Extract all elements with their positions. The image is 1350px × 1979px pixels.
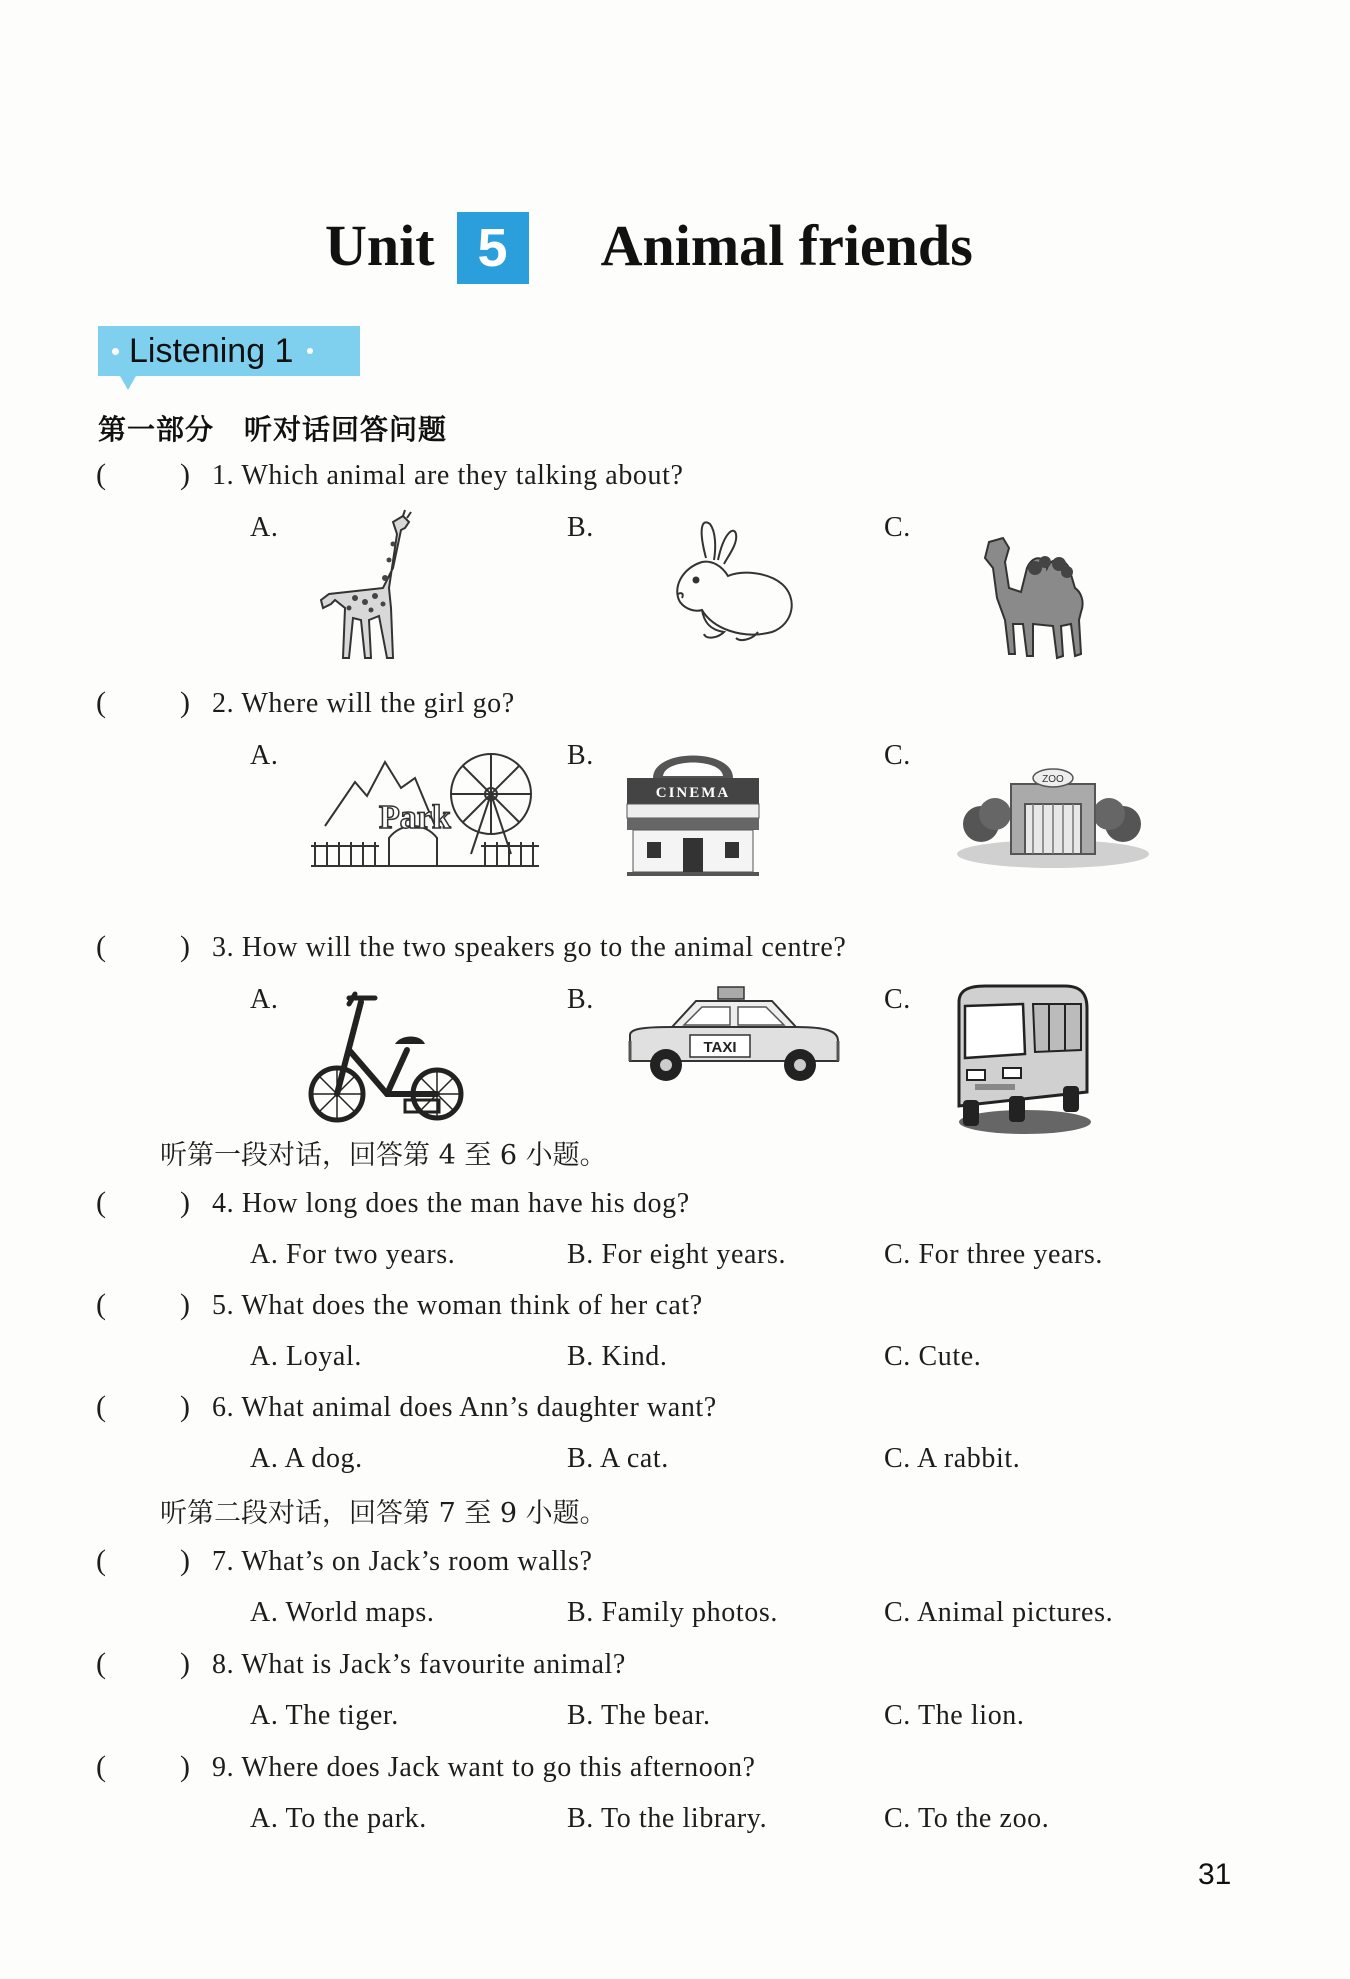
park-sign-label: Park (379, 799, 451, 836)
option-c[interactable]: C. Cute. (884, 1341, 982, 1372)
answer-blank-open[interactable]: ( (96, 1647, 106, 1680)
taxi-icon[interactable] (622, 985, 842, 1090)
question-text: 1. Which animal are they talking about? (212, 460, 684, 491)
zoo-icon[interactable] (955, 762, 1150, 872)
answer-blank-open[interactable]: ( (96, 686, 106, 719)
option-c[interactable]: C. The lion. (884, 1700, 1025, 1731)
part-label: 第一部分 (98, 413, 215, 446)
tab-pointer-icon (120, 376, 136, 390)
cinema-sign-label: CINEMA (655, 785, 731, 801)
section-tab-label: Listening 1 (129, 331, 294, 370)
option-b[interactable]: B. The bear. (567, 1700, 711, 1731)
answer-blank-close[interactable]: ) (180, 1288, 190, 1321)
option-a[interactable]: A. For two years. (250, 1239, 456, 1270)
unit-number-badge: 5 (457, 212, 529, 284)
question-text: 5. What does the woman think of her cat? (212, 1290, 703, 1321)
section-tab (98, 326, 360, 376)
option-b[interactable]: B. To the library. (567, 1803, 768, 1834)
question-text: 3. How will the two speakers go to the animal centre? (212, 932, 847, 963)
option-b[interactable]: B. A cat. (567, 1443, 669, 1474)
part-heading (98, 408, 447, 448)
option-letter: C. (884, 740, 911, 771)
option-letter: B. (567, 512, 594, 543)
option-b[interactable]: B. Family photos. (567, 1597, 778, 1628)
answer-blank-open[interactable]: ( (96, 1750, 106, 1783)
page-number: 31 (1198, 1858, 1232, 1891)
option-letter: A. (250, 984, 279, 1015)
unit-title (325, 200, 1225, 290)
tab-dot-icon (307, 348, 313, 354)
bicycle-icon[interactable] (305, 990, 470, 1130)
question-text: 2. Where will the girl go? (212, 688, 515, 719)
option-a[interactable]: A. World maps. (250, 1597, 435, 1628)
option-letter: B. (567, 740, 594, 771)
question-text: 9. Where does Jack want to go this afternoon? (212, 1752, 756, 1783)
question-text: 6. What animal does Ann’s daughter want? (212, 1392, 717, 1423)
option-letter: B. (567, 984, 594, 1015)
answer-blank-open[interactable]: ( (96, 1390, 106, 1423)
answer-blank-close[interactable]: ) (180, 686, 190, 719)
answer-blank-close[interactable]: ) (180, 1544, 190, 1577)
answer-blank-open[interactable]: ( (96, 1288, 106, 1321)
answer-blank-close[interactable]: ) (180, 930, 190, 963)
answer-blank-open[interactable]: ( (96, 458, 106, 491)
camel-icon[interactable] (975, 528, 1095, 668)
rabbit-icon[interactable] (662, 518, 802, 658)
bus-icon[interactable] (945, 982, 1095, 1137)
option-c[interactable]: C. A rabbit. (884, 1443, 1021, 1474)
giraffe-icon[interactable] (305, 508, 435, 668)
answer-blank-close[interactable]: ) (180, 1647, 190, 1680)
option-a[interactable]: A. Loyal. (250, 1341, 362, 1372)
option-c[interactable]: C. Animal pictures. (884, 1597, 1114, 1628)
option-b[interactable]: B. Kind. (567, 1341, 668, 1372)
part-task: 听对话回答问题 (244, 413, 448, 446)
answer-blank-open[interactable]: ( (96, 1186, 106, 1219)
option-letter: A. (250, 512, 279, 543)
answer-blank-open[interactable]: ( (96, 1544, 106, 1577)
cinema-icon[interactable] (623, 738, 763, 878)
question-text: 4. How long does the man have his dog? (212, 1188, 690, 1219)
option-c[interactable]: C. For three years. (884, 1239, 1104, 1270)
park-icon[interactable] (305, 742, 545, 880)
answer-blank-open[interactable]: ( (96, 930, 106, 963)
tab-dot-icon (112, 348, 119, 355)
dialogue-1-instruction: 听第一段对话，回答第 4 至 6 小题。 (160, 1140, 607, 1171)
option-b[interactable]: B. For eight years. (567, 1239, 787, 1270)
option-a[interactable]: A. To the park. (250, 1803, 427, 1834)
option-letter: A. (250, 740, 279, 771)
answer-blank-close[interactable]: ) (180, 1390, 190, 1423)
dialogue-2-instruction: 听第二段对话，回答第 7 至 9 小题。 (160, 1498, 607, 1529)
question-text: 8. What is Jack’s favourite animal? (212, 1649, 626, 1680)
question-text: 7. What’s on Jack’s room walls? (212, 1546, 593, 1577)
unit-name: Animal friends (600, 212, 973, 278)
answer-blank-close[interactable]: ) (180, 458, 190, 491)
zoo-sign-label: ZOO (1042, 774, 1064, 785)
unit-word: Unit (325, 212, 435, 278)
answer-blank-close[interactable]: ) (180, 1186, 190, 1219)
answer-blank-close[interactable]: ) (180, 1750, 190, 1783)
option-a[interactable]: A. A dog. (250, 1443, 363, 1474)
option-letter: C. (884, 512, 911, 543)
option-letter: C. (884, 984, 911, 1015)
option-a[interactable]: A. The tiger. (250, 1700, 399, 1731)
option-c[interactable]: C. To the zoo. (884, 1803, 1050, 1834)
taxi-sign-label: TAXI (703, 1039, 737, 1056)
